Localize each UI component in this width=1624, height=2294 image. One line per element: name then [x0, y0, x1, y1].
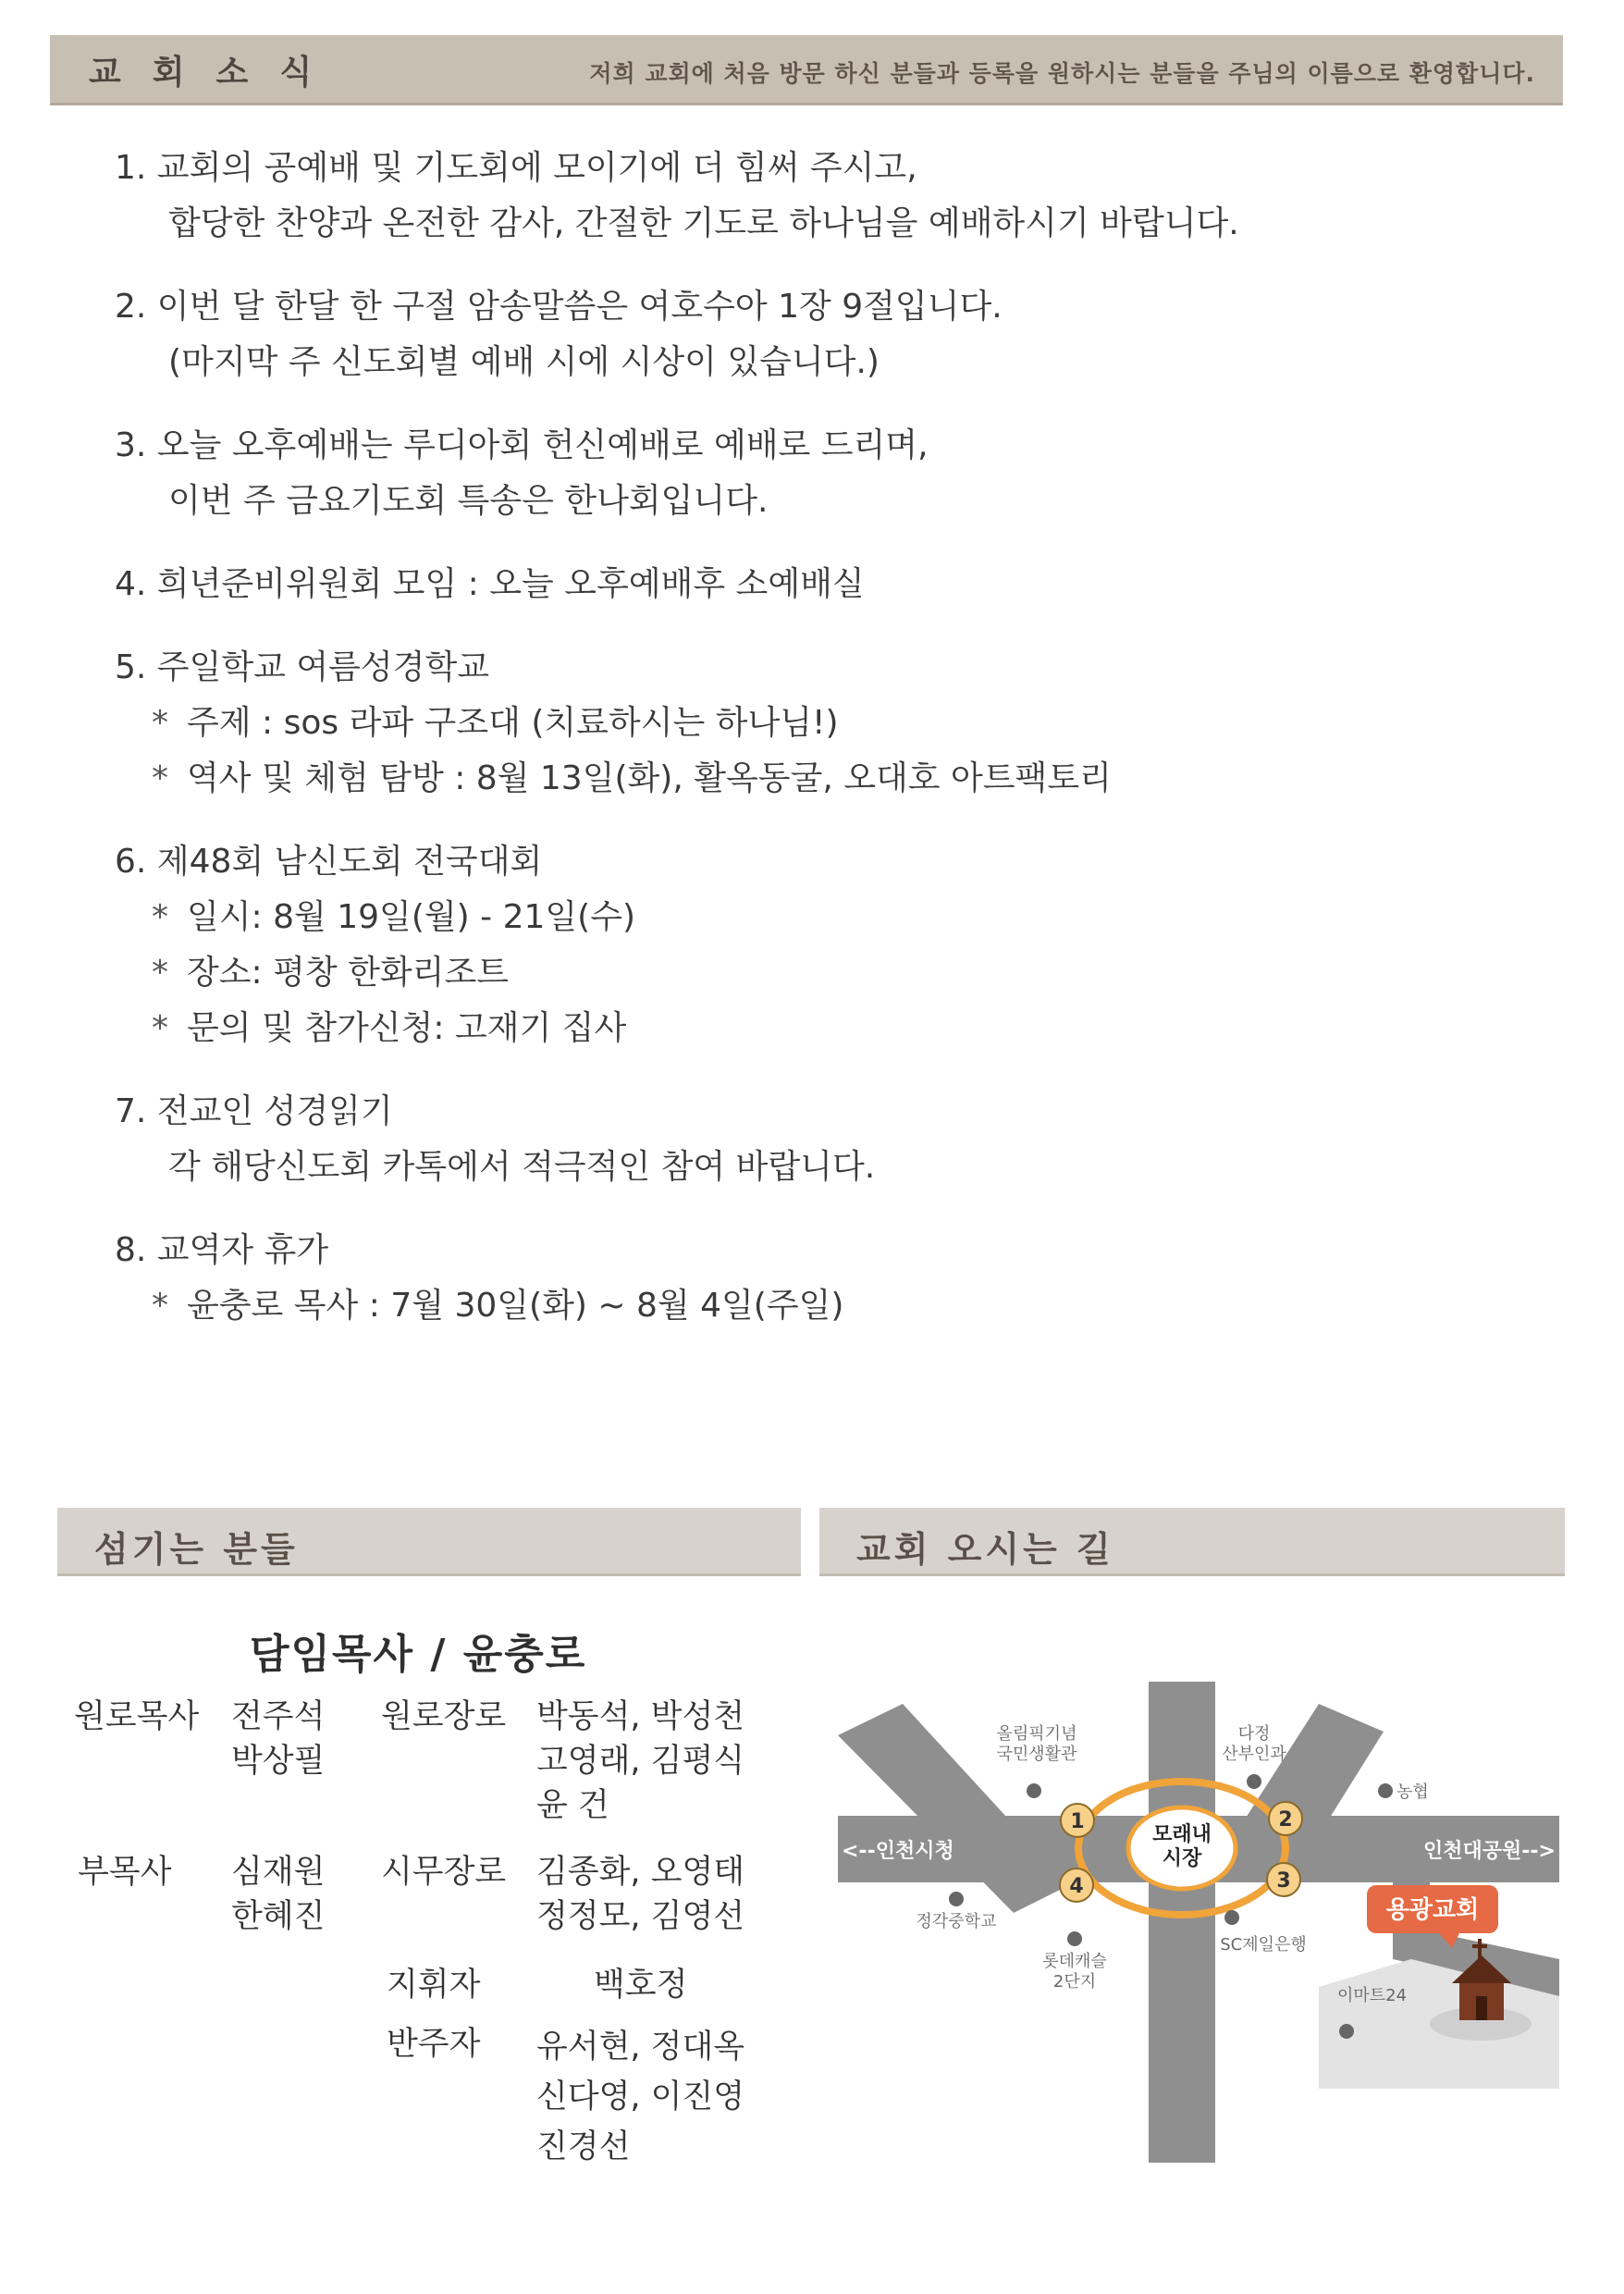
- notice-line: 각 해당신도회 카톡에서 적극적인 참여 바랍니다.: [168, 1148, 876, 1186]
- notice-line: 6. 제48회 남신도회 전국대회: [115, 843, 543, 881]
- notice-subitem-text: 장소: 평창 한화리조트: [187, 954, 509, 992]
- place-olympic-dot: [1027, 1783, 1041, 1798]
- notice-list: [115, 141, 1502, 1362]
- place-emart-label: 이마트24: [1337, 1986, 1408, 2005]
- notice-line: 2. 이번 달 한달 한 구절 암송말씀은 여호수아 1장 9절입니다.: [115, 288, 1003, 326]
- notice-line: (마지막 주 신도회별 예배 시에 시상이 있습니다.): [168, 343, 880, 381]
- notice-subitem: [115, 751, 1502, 807]
- notice-subitem-text: 주제 : sos 라파 구조대 (치료하시는 하나님!): [187, 704, 839, 742]
- notice-item-7: [115, 1084, 1502, 1195]
- place-nonghyup-label: 농협: [1396, 1782, 1429, 1802]
- emeritus-pastor-label: 원로목사: [74, 1698, 200, 1735]
- staff-name: 전주석: [231, 1698, 326, 1735]
- notice-subitem-text: 일시: 8월 19일(월) - 21일(수): [187, 898, 636, 936]
- associate-pastor-label: 부목사: [78, 1854, 172, 1891]
- notice-line: 8. 교역자 휴가: [115, 1231, 329, 1269]
- bullet-star: *: [152, 1287, 168, 1325]
- exit-4-label: 4: [1069, 1875, 1084, 1898]
- servants-section-title: 섬기는 분들: [94, 1529, 299, 1570]
- staff-name: 박상필: [231, 1743, 326, 1780]
- head-pastor: 담임목사 / 윤충로: [250, 1631, 587, 1678]
- place-olympic-label: 올림픽기념: [996, 1724, 1077, 1744]
- staff-name: 한혜진: [231, 1898, 326, 1935]
- conductor-label: 지휘자: [387, 1967, 481, 2004]
- news-header-bar: [50, 35, 1563, 105]
- notice-item-8: [115, 1223, 1502, 1334]
- notice-line: 7. 전교인 성경읽기: [115, 1092, 393, 1130]
- emeritus-elder-label: 원로장로: [381, 1698, 507, 1735]
- notice-line: 5. 주일학교 여름성경학교: [115, 648, 489, 686]
- active-elder-label: 시무장로: [381, 1854, 507, 1891]
- place-lotte-dot: [1067, 1931, 1082, 1946]
- place-clinic-label: 산부인과: [1222, 1745, 1286, 1764]
- staff-name: 심재원: [231, 1854, 326, 1891]
- place-emart-dot: [1339, 2024, 1354, 2039]
- exit-3-label: 3: [1276, 1869, 1291, 1893]
- church-location-map: [838, 1682, 1559, 2163]
- staff-name: 신다영, 이진영: [536, 2078, 745, 2115]
- church-name-label: 용광교회: [1385, 1896, 1480, 1924]
- notice-subitem-text: 윤충로 목사 : 7월 30일(화) ~ 8월 4일(주일): [187, 1287, 844, 1325]
- staff-name: 박동석, 박성천: [536, 1698, 745, 1735]
- staff-name: 진경선: [536, 2128, 631, 2165]
- notice-subitem: [115, 890, 1502, 945]
- bullet-star: *: [152, 898, 168, 936]
- notice-line: 합당한 찬양과 온전한 감사, 간절한 기도로 하나님을 예배하시기 바랍니다.: [168, 204, 1239, 242]
- exit-2-label: 2: [1278, 1808, 1293, 1832]
- market-label-text: 모래내: [1152, 1823, 1212, 1846]
- right-road-label: 인천대공원-->: [1423, 1840, 1556, 1863]
- place-sc-bank-dot: [1224, 1910, 1239, 1925]
- exit-1-label: 1: [1070, 1810, 1085, 1833]
- place-school-label: 정각중학교: [916, 1912, 997, 1931]
- place-school-dot: [949, 1892, 964, 1906]
- notice-subitem: [115, 1001, 1502, 1056]
- notice-subitem: [115, 1278, 1502, 1334]
- notice-subitem-text: 역사 및 체험 탐방 : 8월 13일(화), 활옥동굴, 오대호 아트팩토리: [187, 759, 1112, 797]
- directions-section-title: 교회 오시는 길: [856, 1529, 1114, 1570]
- bullet-star: *: [152, 954, 168, 992]
- news-header-subtitle: 저희 교회에 처음 방문 하신 분들과 등록을 원하시는 분들을 주님의 이름으로 환영합니다.: [589, 60, 1535, 87]
- place-sc-bank-label: SC제일은행: [1220, 1935, 1307, 1955]
- bullet-star: *: [152, 704, 168, 742]
- staff-name: 김종화, 오영태: [536, 1854, 745, 1891]
- market-label-1: [1152, 1822, 1212, 1846]
- place-nonghyup-dot: [1378, 1783, 1393, 1798]
- emeritus-pastor-list: [231, 1695, 325, 1783]
- notice-line: 3. 오늘 오후예배는 루디아회 헌신예배로 예배로 드리며,: [115, 426, 929, 464]
- notice-item-2: [115, 279, 1502, 390]
- active-elder-list: [536, 1850, 744, 1939]
- staff-name: 정정모, 김영선: [536, 1898, 745, 1935]
- map-svg: [838, 1682, 1559, 2163]
- directions-section-bar: [819, 1508, 1565, 1576]
- staff-name: 유서현, 정대옥: [536, 2029, 745, 2066]
- notice-item-4: [115, 557, 1502, 612]
- notice-line: 1. 교회의 공예배 및 기도회에 모이기에 더 힘써 주시고,: [115, 149, 917, 187]
- place-lotte-label: 롯데캐슬: [1042, 1952, 1107, 1971]
- notice-item-1: [115, 141, 1502, 252]
- vertical-road: [1149, 1682, 1215, 2163]
- notice-item-5: [115, 640, 1502, 807]
- accompanist-list: [536, 2022, 744, 2172]
- bullet-star: *: [152, 1009, 168, 1047]
- place-clinic-dot: [1247, 1774, 1261, 1789]
- left-road-label: <--인천시청: [842, 1840, 954, 1863]
- place-olympic-label: 국민생활관: [996, 1745, 1077, 1764]
- notice-subitem-text: 문의 및 참가신청: 고재기 집사: [187, 1009, 627, 1047]
- servants-section-bar: [57, 1508, 801, 1576]
- notice-subitem: [115, 945, 1502, 1001]
- notice-subitem: [115, 696, 1502, 751]
- notice-item-6: [115, 834, 1502, 1056]
- place-clinic-label: 다정: [1237, 1724, 1271, 1744]
- notice-line: 이번 주 금요기도회 특송은 한나회입니다.: [168, 482, 769, 520]
- news-header-title: 교회소식: [89, 54, 344, 92]
- staff-name: 고영래, 김평식: [536, 1743, 745, 1780]
- market-label-2: 시장: [1162, 1847, 1202, 1870]
- conductor-name: 백호정: [594, 1967, 688, 2004]
- place-lotte-label: 2단지: [1052, 1972, 1097, 1992]
- staff-name: 윤 건: [536, 1787, 609, 1824]
- accompanist-label: 반주자: [387, 2026, 481, 2063]
- notice-line: 4. 희년준비위원회 모임 : 오늘 오후예배후 소예배실: [115, 565, 865, 603]
- emeritus-elder-list: [536, 1695, 744, 1828]
- notice-item-3: [115, 418, 1502, 529]
- associate-pastor-list: [231, 1850, 325, 1939]
- bullet-star: *: [152, 759, 168, 797]
